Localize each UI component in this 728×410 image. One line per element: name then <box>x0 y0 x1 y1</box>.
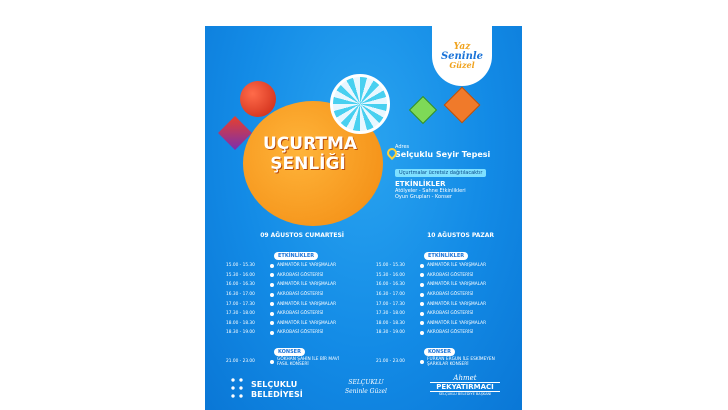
schedule-row <box>370 271 500 281</box>
municipality-logo-icon <box>229 376 245 400</box>
row-time: 15.00 - 15.30 <box>226 263 255 269</box>
municipality-line-2: BELEDİYESİ <box>251 390 303 399</box>
row-activity: AKROBASİ GÖSTERİSİ <box>277 330 324 336</box>
municipality-name <box>251 380 303 400</box>
row-activity: AKROBASİ GÖSTERİSİ <box>427 272 474 278</box>
row-time: 18.30 - 19.00 <box>376 330 405 336</box>
green-kite-icon <box>409 96 437 124</box>
timeline-dot <box>420 273 424 277</box>
title-line-1: UÇURTMA <box>263 134 358 154</box>
schedule-row <box>220 261 350 271</box>
row-time: 15.00 - 15.30 <box>376 263 405 269</box>
schedule-row <box>220 319 350 329</box>
row-activity: ANİMATÖR İLE YARIŞMALAR <box>427 320 487 326</box>
row-time: 17.30 - 18.00 <box>376 311 405 317</box>
schedule-row <box>220 309 350 319</box>
events-line-2: Oyun Grupları - Konser <box>395 194 452 200</box>
row-activity: ANİMATÖR İLE YARIŞMALAR <box>277 282 337 288</box>
concert-time: 21.00 - 23.00 <box>226 359 255 365</box>
day-1-concert-label: KONSER <box>274 348 305 356</box>
timeline-dot <box>420 264 424 268</box>
schedule-row <box>220 299 350 309</box>
mayor-signature-block <box>430 374 500 396</box>
signature: Ahmet <box>453 374 477 382</box>
concert-time: 21.00 - 23.00 <box>376 359 405 365</box>
slogan-line-1: Yaz <box>453 41 471 52</box>
row-time: 16.00 - 16.30 <box>376 282 405 288</box>
timeline-dot <box>270 273 274 277</box>
mayor-name: PEKYATIRMACI <box>430 382 500 392</box>
row-activity: AKROBASİ GÖSTERİSİ <box>277 292 324 298</box>
schedule-row <box>370 280 500 290</box>
concert-act: GÖKHAN ŞAHİN İLE BİR MAVİ FASIL KONSERİ <box>277 356 339 367</box>
schedule-row <box>220 280 350 290</box>
timeline-dot <box>270 312 274 316</box>
orange-kite-icon <box>444 87 481 124</box>
day-2-events-label: ETKİNLİKLER <box>424 252 468 260</box>
row-activity: ANİMATÖR İLE YARIŞMALAR <box>427 263 487 269</box>
row-activity: ANİMATÖR İLE YARIŞMALAR <box>277 301 337 307</box>
schedule-row <box>370 309 500 319</box>
festival-title <box>263 134 358 174</box>
free-kites-note: Uçurtmalar ücretsiz dağıtılacaktır <box>395 169 486 177</box>
timeline-dot <box>420 360 424 364</box>
title-line-2: ŞENLİĞİ <box>270 154 346 174</box>
row-time: 17.30 - 18.00 <box>226 311 255 317</box>
timeline-dot <box>270 293 274 297</box>
row-activity: ANİMATÖR İLE YARIŞMALAR <box>427 301 487 307</box>
slogan-logo-line-2: Seninle Güzel <box>345 388 387 395</box>
slogan-line-3: Güzel <box>449 59 475 70</box>
day-2-concert-label: KONSER <box>424 348 455 356</box>
timeline-dot <box>270 264 274 268</box>
row-activity: AKROBASİ GÖSTERİSİ <box>427 330 474 336</box>
row-time: 16.30 - 17.00 <box>376 292 405 298</box>
row-activity: ANİMATÖR İLE YARIŞMALAR <box>427 282 487 288</box>
row-activity: ANİMATÖR İLE YARIŞMALAR <box>277 263 337 269</box>
timeline-dot <box>270 302 274 306</box>
row-time: 15.30 - 16.00 <box>226 272 255 278</box>
timeline-dot <box>420 293 424 297</box>
timeline-dot <box>270 283 274 287</box>
row-activity: AKROBASİ GÖSTERİSİ <box>277 311 324 317</box>
timeline-dot <box>420 302 424 306</box>
slogan-line-2: Seninle <box>440 50 484 62</box>
row-time: 17.00 - 17.30 <box>376 301 405 307</box>
schedule-day-1 <box>220 232 350 366</box>
row-time: 17.00 - 17.30 <box>226 301 255 307</box>
schedule-row <box>370 328 500 338</box>
schedule-row <box>370 290 500 300</box>
slogan-logo-line-1: SELÇUKLU <box>348 379 384 386</box>
timeline-dot <box>420 331 424 335</box>
row-activity: ANİMATÖR İLE YARIŞMALAR <box>277 320 337 326</box>
schedule-day-2 <box>370 232 500 366</box>
row-activity: AKROBASİ GÖSTERİSİ <box>427 311 474 317</box>
event-poster <box>205 26 522 410</box>
schedule-row <box>220 271 350 281</box>
row-time: 15.30 - 16.00 <box>376 272 405 278</box>
day-1-events-label: ETKİNLİKLER <box>274 252 318 260</box>
location-label: Adres <box>395 144 410 150</box>
timeline-dot <box>420 283 424 287</box>
schedule-row <box>370 299 500 309</box>
row-time: 18.00 - 18.30 <box>226 320 255 326</box>
row-activity: AKROBASİ GÖSTERİSİ <box>427 292 474 298</box>
day-1-rows <box>220 261 350 338</box>
events-line-1: Atölyeler - Sahne Etkinlikleri <box>395 188 466 194</box>
day-2-concert-row <box>370 357 500 367</box>
location-block <box>395 144 515 200</box>
row-time: 16.30 - 17.00 <box>226 292 255 298</box>
slogan-badge <box>432 26 492 86</box>
row-time: 18.30 - 19.00 <box>226 330 255 336</box>
timeline-dot <box>270 321 274 325</box>
timeline-dot <box>420 321 424 325</box>
row-time: 16.00 - 16.30 <box>226 282 255 288</box>
schedule-row <box>370 261 500 271</box>
row-time: 18.00 - 18.30 <box>376 320 405 326</box>
schedule-row <box>370 319 500 329</box>
location-name: Selçuklu Seyir Tepesi <box>395 150 491 159</box>
timeline-dot <box>270 360 274 364</box>
schedule-row <box>220 290 350 300</box>
day-1-title: 09 AĞUSTOS CUMARTESİ <box>260 232 344 239</box>
concert-act: FURKAN ERGUN İLE ESKİMEYEN ŞARKILAR KONSERİ <box>427 356 495 367</box>
slogan-logo <box>345 378 387 396</box>
timeline-dot <box>420 312 424 316</box>
events-heading: ETKİNLİKLER <box>395 180 446 188</box>
municipality-line-1: SELÇUKLU <box>251 380 298 389</box>
day-1-concert-row <box>220 357 350 367</box>
mayor-title: SELÇUKLU BELEDİYE BAŞKANI <box>438 392 492 396</box>
beach-ball-icon <box>240 81 276 117</box>
schedule-row <box>220 328 350 338</box>
footer <box>205 372 522 410</box>
day-2-title: 10 AĞUSTOS PAZAR <box>427 232 494 239</box>
timeline-dot <box>270 331 274 335</box>
umbrella-kite-icon <box>330 74 390 134</box>
day-2-rows <box>370 261 500 338</box>
row-activity: AKROBASİ GÖSTERİSİ <box>277 272 324 278</box>
